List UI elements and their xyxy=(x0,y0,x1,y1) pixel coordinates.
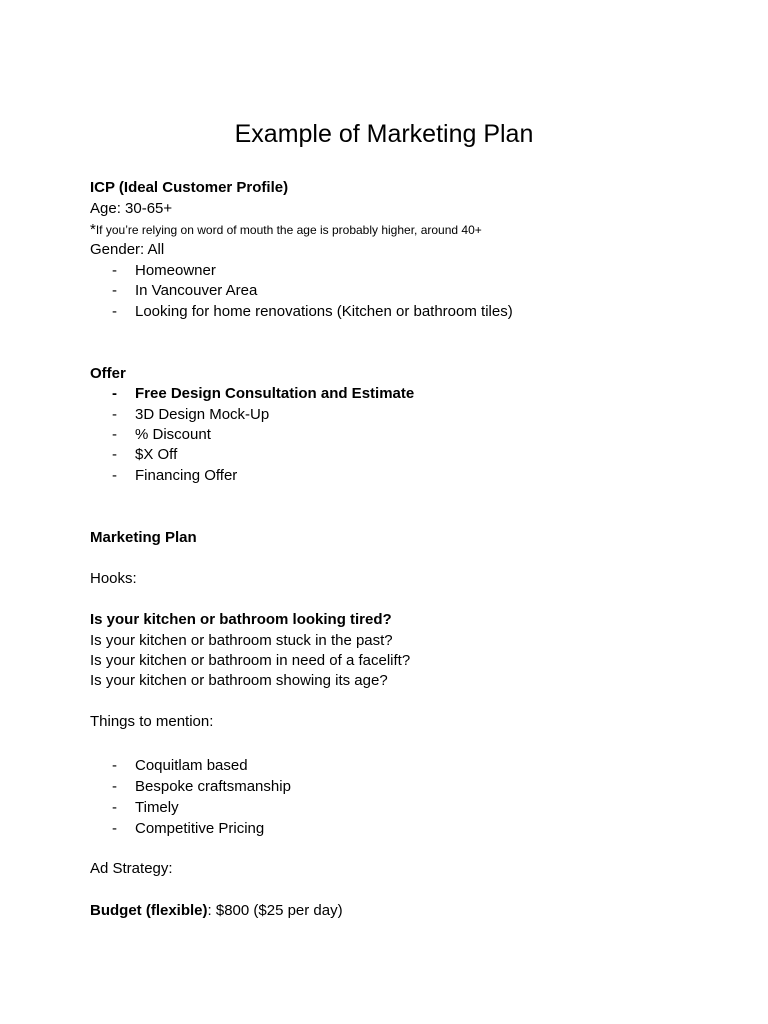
offer-heading: Offer xyxy=(90,365,126,382)
icp-heading: ICP (Ideal Customer Profile) xyxy=(90,179,289,196)
hook-line: Is your kitchen or bathroom in need of a facelift? xyxy=(90,652,411,669)
icp-gender: Gender: All xyxy=(90,241,165,258)
document-title: Example of Marketing Plan xyxy=(234,120,534,148)
icp-note-star: * xyxy=(90,221,96,238)
icp-age: Age: 30-65+ xyxy=(90,200,173,217)
list-item: - 3D Design Mock-Up xyxy=(112,406,270,423)
budget-label: Budget (flexible) xyxy=(90,902,208,919)
list-item: - $X Off xyxy=(112,446,178,463)
hook-line: Is your kitchen or bathroom stuck in the past? xyxy=(90,632,393,649)
icp-note xyxy=(90,220,482,240)
list-item: - In Vancouver Area xyxy=(112,282,258,299)
mention-label: Things to mention: xyxy=(90,713,214,730)
hooks-label: Hooks: xyxy=(90,570,137,587)
ad-strategy-label: Ad Strategy: xyxy=(90,860,173,877)
icp-note-text: If you’re relying on word of mouth the age is probably higher, around 40+ xyxy=(95,223,482,237)
list-item: - Looking for home renovations (Kitchen or bathroom tiles) xyxy=(112,303,513,320)
hook-line: Is your kitchen or bathroom looking tired? xyxy=(90,611,392,628)
budget-line xyxy=(90,901,343,921)
list-item: - Bespoke craftsmanship xyxy=(112,778,291,795)
list-item: - % Discount xyxy=(112,426,211,443)
list-item: - Timely xyxy=(112,799,179,816)
list-item: - Competitive Pricing xyxy=(112,820,265,837)
list-item: - Free Design Consultation and Estimate xyxy=(112,385,415,402)
list-item: - Financing Offer xyxy=(112,467,238,484)
list-item: - Coquitlam based xyxy=(112,757,248,774)
hook-line: Is your kitchen or bathroom showing its age? xyxy=(90,672,388,689)
budget-value: : $800 ($25 per day) xyxy=(207,902,343,919)
marketing-heading: Marketing Plan xyxy=(90,529,197,546)
list-item: - Homeowner xyxy=(112,262,216,279)
